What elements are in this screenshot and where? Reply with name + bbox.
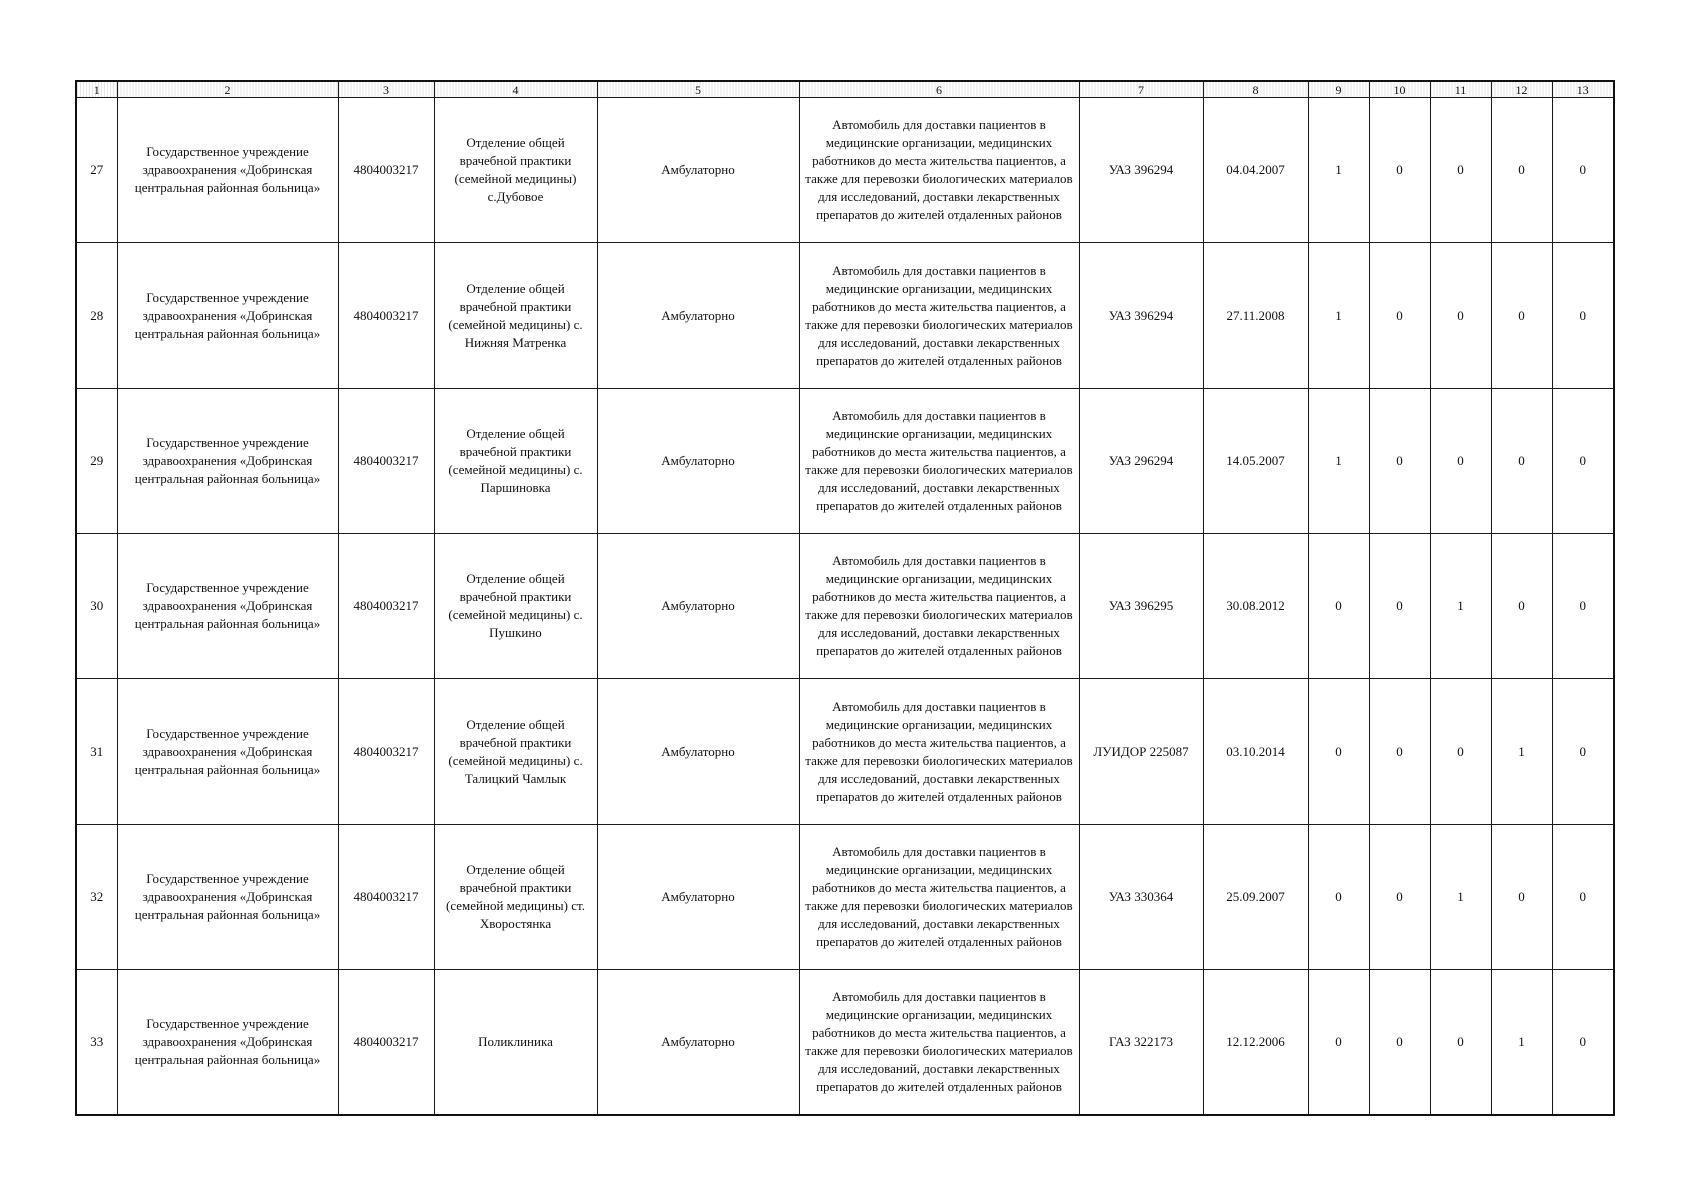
count-cell-11: 1 [1430,824,1491,969]
care-form-cell: Амбулаторно [597,679,799,824]
care-form-cell: Амбулаторно [597,388,799,533]
row-number-cell: 29 [76,388,117,533]
purpose-cell: Автомобиль для доставки пациентов в медицинские организации, медицинских работников до места жительства пациентов, а также для перевозки биологических материалов для исследований, доставки лекарственных препаратов до жителей отдаленных районов [799,824,1079,969]
inn-cell: 4804003217 [338,970,434,1115]
count-cell-13: 0 [1552,388,1614,533]
purpose-cell: Автомобиль для доставки пациентов в медицинские организации, медицинских работников до места жительства пациентов, а также для перевозки биологических материалов для исследований, доставки лекарственных препаратов до жителей отдаленных районов [799,388,1079,533]
column-header: 8 [1203,81,1308,98]
column-header: 3 [338,81,434,98]
count-cell-13: 0 [1552,679,1614,824]
row-number-cell: 31 [76,679,117,824]
column-header: 12 [1491,81,1552,98]
column-header: 13 [1552,81,1614,98]
inn-cell: 4804003217 [338,388,434,533]
inn-cell: 4804003217 [338,98,434,243]
count-cell-13: 0 [1552,534,1614,679]
date-cell: 12.12.2006 [1203,970,1308,1115]
column-header: 9 [1308,81,1369,98]
header-row [76,81,1614,98]
vehicle-model-cell: ГАЗ 322173 [1079,970,1203,1115]
vehicle-model-cell: УАЗ 396294 [1079,243,1203,388]
purpose-cell: Автомобиль для доставки пациентов в медицинские организации, медицинских работников до места жительства пациентов, а также для перевозки биологических материалов для исследований, доставки лекарственных препаратов до жителей отдаленных районов [799,970,1079,1115]
table-row [76,243,1614,388]
department-cell: Отделение общей врачебной практики (семейной медицины) с.Дубовое [434,98,597,243]
table-row [76,98,1614,243]
vehicle-model-cell: ЛУИДОР 225087 [1079,679,1203,824]
count-cell-11: 0 [1430,970,1491,1115]
inn-cell: 4804003217 [338,679,434,824]
organization-cell: Государственное учреждение здравоохранения «Добринская центральная районная больница» [117,970,338,1115]
count-cell-12: 1 [1491,970,1552,1115]
purpose-cell: Автомобиль для доставки пациентов в медицинские организации, медицинских работников до места жительства пациентов, а также для перевозки биологических материалов для исследований, доставки лекарственных препаратов до жителей отдаленных районов [799,243,1079,388]
count-cell-9: 1 [1308,98,1369,243]
count-cell-9: 1 [1308,388,1369,533]
count-cell-11: 0 [1430,243,1491,388]
inn-cell: 4804003217 [338,824,434,969]
register-body [76,98,1614,1116]
count-cell-12: 0 [1491,243,1552,388]
organization-cell: Государственное учреждение здравоохранения «Добринская центральная районная больница» [117,243,338,388]
date-cell: 30.08.2012 [1203,534,1308,679]
count-cell-12: 0 [1491,534,1552,679]
row-number-cell: 28 [76,243,117,388]
department-cell: Отделение общей врачебной практики (семейной медицины) с. Талицкий Чамлык [434,679,597,824]
count-cell-10: 0 [1369,970,1430,1115]
organization-cell: Государственное учреждение здравоохранения «Добринская центральная районная больница» [117,679,338,824]
department-cell: Поликлиника [434,970,597,1115]
column-header: 10 [1369,81,1430,98]
count-cell-9: 0 [1308,824,1369,969]
column-header: 4 [434,81,597,98]
department-cell: Отделение общей врачебной практики (семейной медицины) с. Пушкино [434,534,597,679]
purpose-cell: Автомобиль для доставки пациентов в медицинские организации, медицинских работников до места жительства пациентов, а также для перевозки биологических материалов для исследований, доставки лекарственных препаратов до жителей отдаленных районов [799,98,1079,243]
care-form-cell: Амбулаторно [597,824,799,969]
vehicle-model-cell: УАЗ 396295 [1079,534,1203,679]
count-cell-13: 0 [1552,970,1614,1115]
row-number-cell: 32 [76,824,117,969]
count-cell-11: 0 [1430,388,1491,533]
column-header: 11 [1430,81,1491,98]
column-header: 1 [76,81,117,98]
count-cell-13: 0 [1552,824,1614,969]
count-cell-10: 0 [1369,679,1430,824]
count-cell-10: 0 [1369,824,1430,969]
row-number-cell: 30 [76,534,117,679]
row-number-cell: 27 [76,98,117,243]
inn-cell: 4804003217 [338,534,434,679]
vehicle-model-cell: УАЗ 396294 [1079,98,1203,243]
vehicle-model-cell: УАЗ 330364 [1079,824,1203,969]
count-cell-12: 0 [1491,824,1552,969]
column-header: 7 [1079,81,1203,98]
organization-cell: Государственное учреждение здравоохранения «Добринская центральная районная больница» [117,98,338,243]
table-row [76,824,1614,969]
row-number-cell: 33 [76,970,117,1115]
date-cell: 27.11.2008 [1203,243,1308,388]
date-cell: 25.09.2007 [1203,824,1308,969]
count-cell-9: 0 [1308,534,1369,679]
count-cell-10: 0 [1369,243,1430,388]
date-cell: 03.10.2014 [1203,679,1308,824]
table-row [76,534,1614,679]
column-header: 2 [117,81,338,98]
column-header: 5 [597,81,799,98]
count-cell-9: 1 [1308,243,1369,388]
organization-cell: Государственное учреждение здравоохранения «Добринская центральная районная больница» [117,388,338,533]
organization-cell: Государственное учреждение здравоохранения «Добринская центральная районная больница» [117,534,338,679]
department-cell: Отделение общей врачебной практики (семейной медицины) с. Нижняя Матренка [434,243,597,388]
inn-cell: 4804003217 [338,243,434,388]
count-cell-11: 0 [1430,98,1491,243]
count-cell-10: 0 [1369,98,1430,243]
care-form-cell: Амбулаторно [597,243,799,388]
vehicle-register-sheet [75,80,1613,1116]
care-form-cell: Амбулаторно [597,970,799,1115]
care-form-cell: Амбулаторно [597,98,799,243]
count-cell-9: 0 [1308,970,1369,1115]
organization-cell: Государственное учреждение здравоохранения «Добринская центральная районная больница» [117,824,338,969]
department-cell: Отделение общей врачебной практики (семейной медицины) ст. Хворостянка [434,824,597,969]
count-cell-10: 0 [1369,534,1430,679]
count-cell-12: 1 [1491,679,1552,824]
count-cell-12: 0 [1491,98,1552,243]
table-row [76,679,1614,824]
table-row [76,970,1614,1115]
count-cell-10: 0 [1369,388,1430,533]
purpose-cell: Автомобиль для доставки пациентов в медицинские организации, медицинских работников до места жительства пациентов, а также для перевозки биологических материалов для исследований, доставки лекарственных препаратов до жителей отдаленных районов [799,679,1079,824]
column-number-header [76,81,1614,98]
count-cell-12: 0 [1491,388,1552,533]
count-cell-13: 0 [1552,243,1614,388]
purpose-cell: Автомобиль для доставки пациентов в медицинские организации, медицинских работников до места жительства пациентов, а также для перевозки биологических материалов для исследований, доставки лекарственных препаратов до жителей отдаленных районов [799,534,1079,679]
vehicle-model-cell: УАЗ 296294 [1079,388,1203,533]
table-row [76,388,1614,533]
date-cell: 14.05.2007 [1203,388,1308,533]
column-header: 6 [799,81,1079,98]
count-cell-11: 0 [1430,679,1491,824]
department-cell: Отделение общей врачебной практики (семейной медицины) с. Паршиновка [434,388,597,533]
count-cell-13: 0 [1552,98,1614,243]
vehicle-register-table [75,80,1615,1116]
date-cell: 04.04.2007 [1203,98,1308,243]
count-cell-11: 1 [1430,534,1491,679]
care-form-cell: Амбулаторно [597,534,799,679]
count-cell-9: 0 [1308,679,1369,824]
